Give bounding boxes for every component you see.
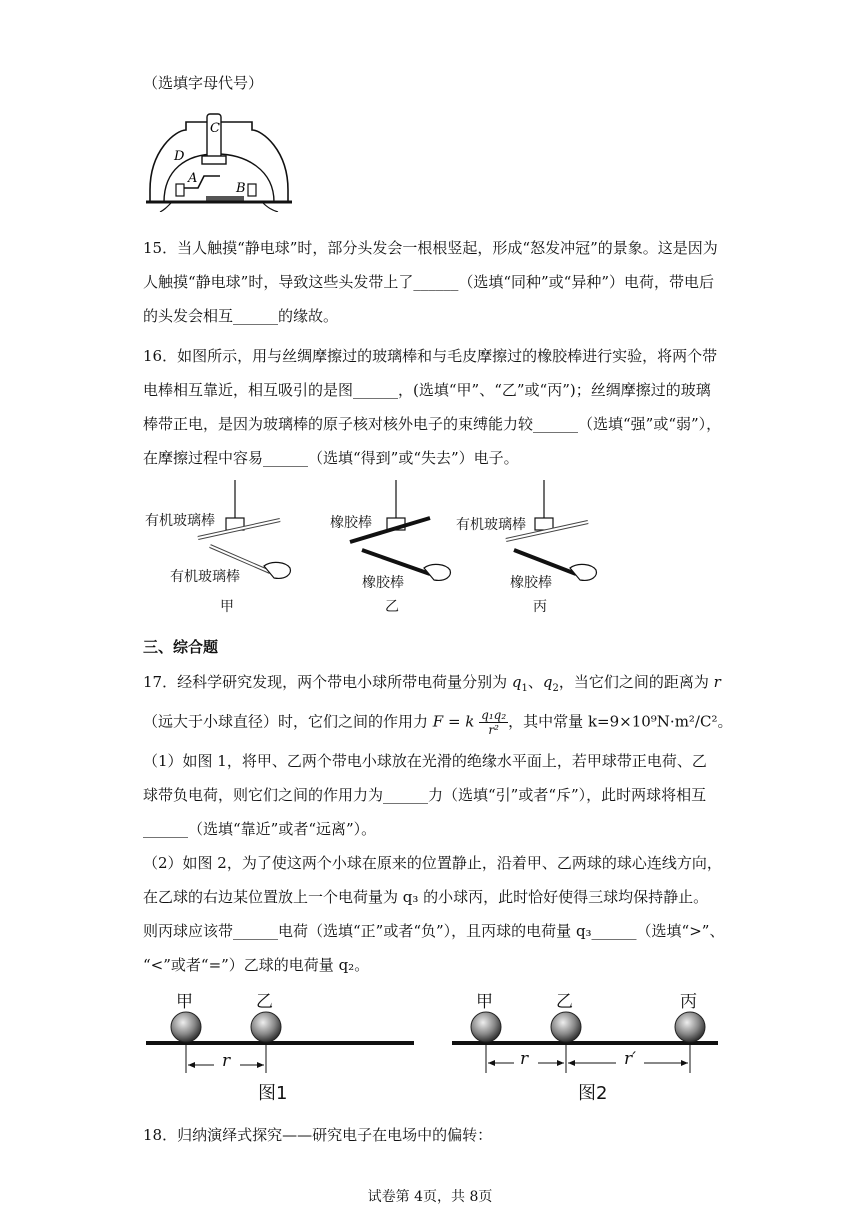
q17-line-2 xyxy=(143,708,732,737)
q17-intro-tail: ，当它们之间的距离为 xyxy=(558,673,714,691)
label-a: A xyxy=(188,171,198,186)
q17-part2-line-2: 在乙球的右边某位置放上一个电荷量为 q₃ 的小球丙，此时恰好使得三球均保持静止。 xyxy=(143,888,709,906)
fig1-caption: 图1 xyxy=(258,1083,288,1104)
q15-line-3: 的头发会相互______的缘故。 xyxy=(143,307,339,325)
q17-line-2-text: （远大于小球直径）时，它们之间的作用力 xyxy=(143,712,433,731)
jia-bottom-label: 有机玻璃棒 xyxy=(170,569,240,585)
coulomb-constant: k=9×10⁹N·m²/C²。 xyxy=(587,712,733,731)
q18-line: 18．归纳演绎式探究——研究电子在电场中的偏转： xyxy=(143,1126,493,1144)
label-b: B xyxy=(236,181,246,196)
select-letter-note: （选填字母代号） xyxy=(143,74,264,92)
electroscope-apparatus-figure xyxy=(146,110,292,212)
coulomb-formula-lhs: F = k xyxy=(432,712,475,731)
fig1-r: r xyxy=(222,1051,231,1071)
coulomb-fraction xyxy=(479,708,508,737)
q16-line-3: 棒带正电，是因为玻璃棒的原子核对核外电子的束缚能力较______（选填“强”或“弱”）， xyxy=(143,415,722,433)
charged-rods-figure xyxy=(140,480,620,620)
q2-symbol: q xyxy=(542,673,553,691)
q17-part1-line-3: ______（选填“靠近”或者“远离”）。 xyxy=(143,820,377,838)
bing-top-label: 有机玻璃棒 xyxy=(456,517,526,533)
q-separator: 、 xyxy=(527,673,543,691)
q1-subscript: 1 xyxy=(521,683,528,694)
fig2-jia: 甲 xyxy=(476,992,493,1012)
fraction-numerator: q₁q₂ xyxy=(481,708,507,722)
label-d: D xyxy=(174,149,185,164)
charged-balls-figure xyxy=(140,985,720,1105)
q17-part2-line-4: “<”或者“=”）乙球的电荷量 q₂。 xyxy=(143,956,370,974)
page-footer: 试卷第 4页，共 8页 xyxy=(367,1189,493,1205)
jia-caption: 甲 xyxy=(220,599,234,615)
fig2-r: r xyxy=(520,1049,529,1069)
fig2-yi: 乙 xyxy=(556,992,573,1012)
q17-part1-line-2: 球带负电荷，则它们之间的作用力为______力（选填“引”或者“斥”），此时两球将相互 xyxy=(143,786,707,804)
fig2-bing: 丙 xyxy=(680,992,697,1012)
q2-subscript: 2 xyxy=(552,683,559,694)
q15-line-2: 人触摸“静电球”时，导致这些头发带上了______（选填“同种”或“异种”）电荷，带电后 xyxy=(143,273,715,291)
jia-top-label: 有机玻璃棒 xyxy=(145,513,215,529)
q17-line-2-mid: ，其中常量 xyxy=(508,712,588,731)
yi-caption: 乙 xyxy=(385,599,399,615)
q16-line-2: 电棒相互靠近，相互吸引的是图______，(选填“甲”、“乙”或“丙”)；丝绸摩擦过的玻璃 xyxy=(143,381,711,399)
fig2-caption: 图2 xyxy=(578,1083,608,1104)
fig1-yi: 乙 xyxy=(256,992,273,1012)
yi-bottom-label: 橡胶棒 xyxy=(362,575,404,591)
fig1-jia: 甲 xyxy=(176,992,193,1012)
bing-caption: 丙 xyxy=(533,599,547,615)
fig2-r-prime: r′ xyxy=(624,1049,636,1069)
q17-part2-line-1: （2）如图 2，为了使这两个小球在原来的位置静止，沿着甲、乙两球的球心连线方向， xyxy=(143,854,722,872)
bing-bottom-label: 橡胶棒 xyxy=(510,575,552,591)
yi-top-label: 橡胶棒 xyxy=(330,515,372,531)
fraction-denominator: r² xyxy=(488,723,499,737)
q17-line-1 xyxy=(143,671,721,694)
r-symbol: r xyxy=(713,673,721,691)
section-heading: 三、综合题 xyxy=(143,638,219,656)
q15-line-1: 15．当人触摸“静电球”时，部分头发会一根根竖起，形成“怒发冲冠”的景象。这是因为 xyxy=(143,239,718,257)
q16-line-1: 16．如图所示，用与丝绸摩擦过的玻璃棒和与毛皮摩擦过的橡胶棒进行实验，将两个带 xyxy=(143,347,718,365)
q1-symbol: q xyxy=(511,673,522,691)
q17-part2-line-3: 则丙球应该带______电荷（选填“正”或者“负”），且丙球的电荷量 q₃______（选填“>”、 xyxy=(143,922,725,940)
q17-intro: 17．经科学研究发现，两个带电小球所带电荷量分别为 xyxy=(143,673,512,691)
q16-line-4: 在摩擦过程中容易______（选填“得到”或“失去”）电子。 xyxy=(143,449,519,467)
label-c: C xyxy=(210,121,220,136)
q17-part1-line-1: （1）如图 1，将甲、乙两个带电小球放在光滑的绝缘水平面上，若甲球带正电荷、乙 xyxy=(143,752,707,770)
